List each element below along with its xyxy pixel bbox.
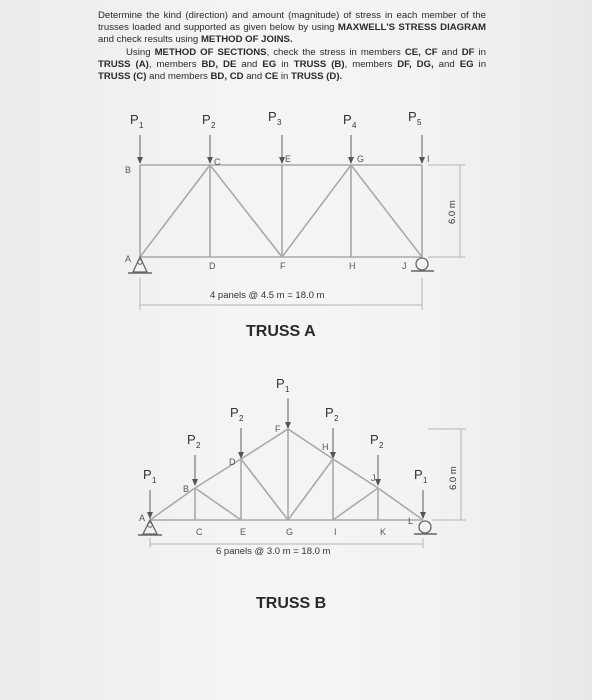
problem-text-bold: DF, DG, xyxy=(397,58,434,70)
svg-text:2: 2 xyxy=(196,441,201,450)
problem-text: and xyxy=(433,58,460,70)
arrowhead-icon xyxy=(285,422,291,429)
member xyxy=(195,488,241,520)
problem-text-bold: MAXWELL'S STRESS DIAGRAM xyxy=(337,22,486,34)
joint-label: J xyxy=(371,473,376,483)
joint-label: C xyxy=(196,527,203,537)
joint-label: H xyxy=(349,261,356,271)
load-letter: P xyxy=(408,109,417,124)
problem-text-bold: METHOD OF SECTIONS xyxy=(154,46,267,58)
joint-label: K xyxy=(380,527,387,537)
truss-b-load-label xyxy=(414,467,428,485)
joint-label: B xyxy=(125,165,132,175)
joint-label: E xyxy=(285,154,292,164)
load-letter: P xyxy=(202,112,211,127)
joint-label: E xyxy=(240,527,247,537)
problem-text: and xyxy=(437,46,462,58)
member xyxy=(333,488,378,520)
svg-text:P: P xyxy=(370,432,379,447)
load-subscript: 2 xyxy=(211,121,216,130)
joint-label: A xyxy=(125,254,132,264)
member xyxy=(288,459,333,520)
load-letter: P xyxy=(343,112,352,127)
truss-b-load-label xyxy=(276,376,290,394)
truss-b-roller-support-icon xyxy=(414,521,437,534)
problem-text: in xyxy=(474,46,486,58)
problem-text: and xyxy=(236,58,263,70)
truss-b-title: TRUSS B xyxy=(256,595,327,612)
truss-b-load-label xyxy=(187,432,201,450)
truss-b-load-label xyxy=(370,432,384,450)
svg-text:1: 1 xyxy=(285,385,290,394)
svg-text:2: 2 xyxy=(239,414,244,423)
problem-text: , members xyxy=(148,58,202,70)
problem-text-bold: TRUSS (C) xyxy=(98,71,147,83)
problem-text-bold: METHOD OF JOINS. xyxy=(200,34,293,46)
problem-text-bold: TRUSS (B) xyxy=(293,58,345,70)
svg-text:P: P xyxy=(276,376,285,391)
svg-text:1: 1 xyxy=(423,476,428,485)
problem-text-bold: EG xyxy=(262,58,277,70)
truss-b-load-label xyxy=(230,405,244,423)
problem-text-bold: TRUSS (A) xyxy=(98,58,149,70)
joint-label: B xyxy=(183,484,190,494)
arrowhead-icon xyxy=(375,479,381,486)
truss-a-span-dimension: 4 panels @ 4.5 m = 18.0 m xyxy=(210,290,325,301)
joint-label: I xyxy=(427,154,430,164)
joint-label: I xyxy=(334,527,337,537)
svg-text:1: 1 xyxy=(152,476,157,485)
problem-text-bold: DF xyxy=(461,46,475,58)
problem-text: and check results using xyxy=(98,34,201,46)
problem-text-bold: TRUSS (D). xyxy=(291,71,343,83)
svg-text:P: P xyxy=(414,467,423,482)
joint-label: L xyxy=(408,516,414,526)
truss-b-load-label xyxy=(325,405,339,423)
member xyxy=(241,459,288,520)
joint-label: F xyxy=(280,261,286,271)
load-subscript: 1 xyxy=(139,121,144,130)
joint-label: D xyxy=(229,457,236,467)
problem-text: , check the stress in members xyxy=(266,46,405,58)
joint-label: F xyxy=(275,424,281,434)
load-letter: P xyxy=(268,109,277,124)
truss-a-height-dimension: 6.0 m xyxy=(447,200,458,224)
joint-label: H xyxy=(322,442,329,452)
problem-text: in xyxy=(473,58,487,70)
load-subscript: 5 xyxy=(417,118,422,127)
svg-text:2: 2 xyxy=(334,414,339,423)
joint-label: G xyxy=(286,527,294,537)
svg-text:P: P xyxy=(325,405,334,420)
joint-label: J xyxy=(402,261,407,271)
svg-text:2: 2 xyxy=(379,441,384,450)
arrowhead-icon xyxy=(192,479,198,486)
problem-text-bold: BD, CD xyxy=(210,71,244,83)
problem-text: in xyxy=(278,71,292,83)
problem-text: in xyxy=(276,58,294,70)
load-letter: P xyxy=(130,112,139,127)
problem-text: Using xyxy=(126,46,155,58)
problem-text: and members xyxy=(146,71,211,83)
svg-text:P: P xyxy=(187,432,196,447)
problem-text-bold: BD, DE xyxy=(201,58,237,70)
joint-label: A xyxy=(139,513,146,523)
svg-text:P: P xyxy=(230,405,239,420)
svg-text:P: P xyxy=(143,467,152,482)
joint-label: G xyxy=(357,154,365,164)
joint-label: C xyxy=(214,157,221,167)
problem-text-bold: CE xyxy=(264,71,279,83)
load-subscript: 4 xyxy=(352,121,357,130)
load-subscript: 3 xyxy=(277,118,282,127)
truss-b-height-dimension: 6.0 m xyxy=(448,466,459,490)
joint-label: D xyxy=(209,261,216,271)
truss-b-load-arrows xyxy=(150,398,423,518)
problem-text-bold: EG xyxy=(459,58,474,70)
problem-text: Determine the kind (direction) and amount (magnitude) of stress in each member of the trusses loaded and supported as given below by using xyxy=(98,10,486,34)
problem-text: and xyxy=(243,71,265,83)
problem-text-bold: CE, CF xyxy=(404,46,438,58)
problem-text: , members xyxy=(344,58,398,70)
truss-a-title: TRUSS A xyxy=(246,323,316,340)
truss-b-span-dimension: 6 panels @ 3.0 m = 18.0 m xyxy=(216,546,331,557)
truss-b-load-label xyxy=(143,467,157,485)
